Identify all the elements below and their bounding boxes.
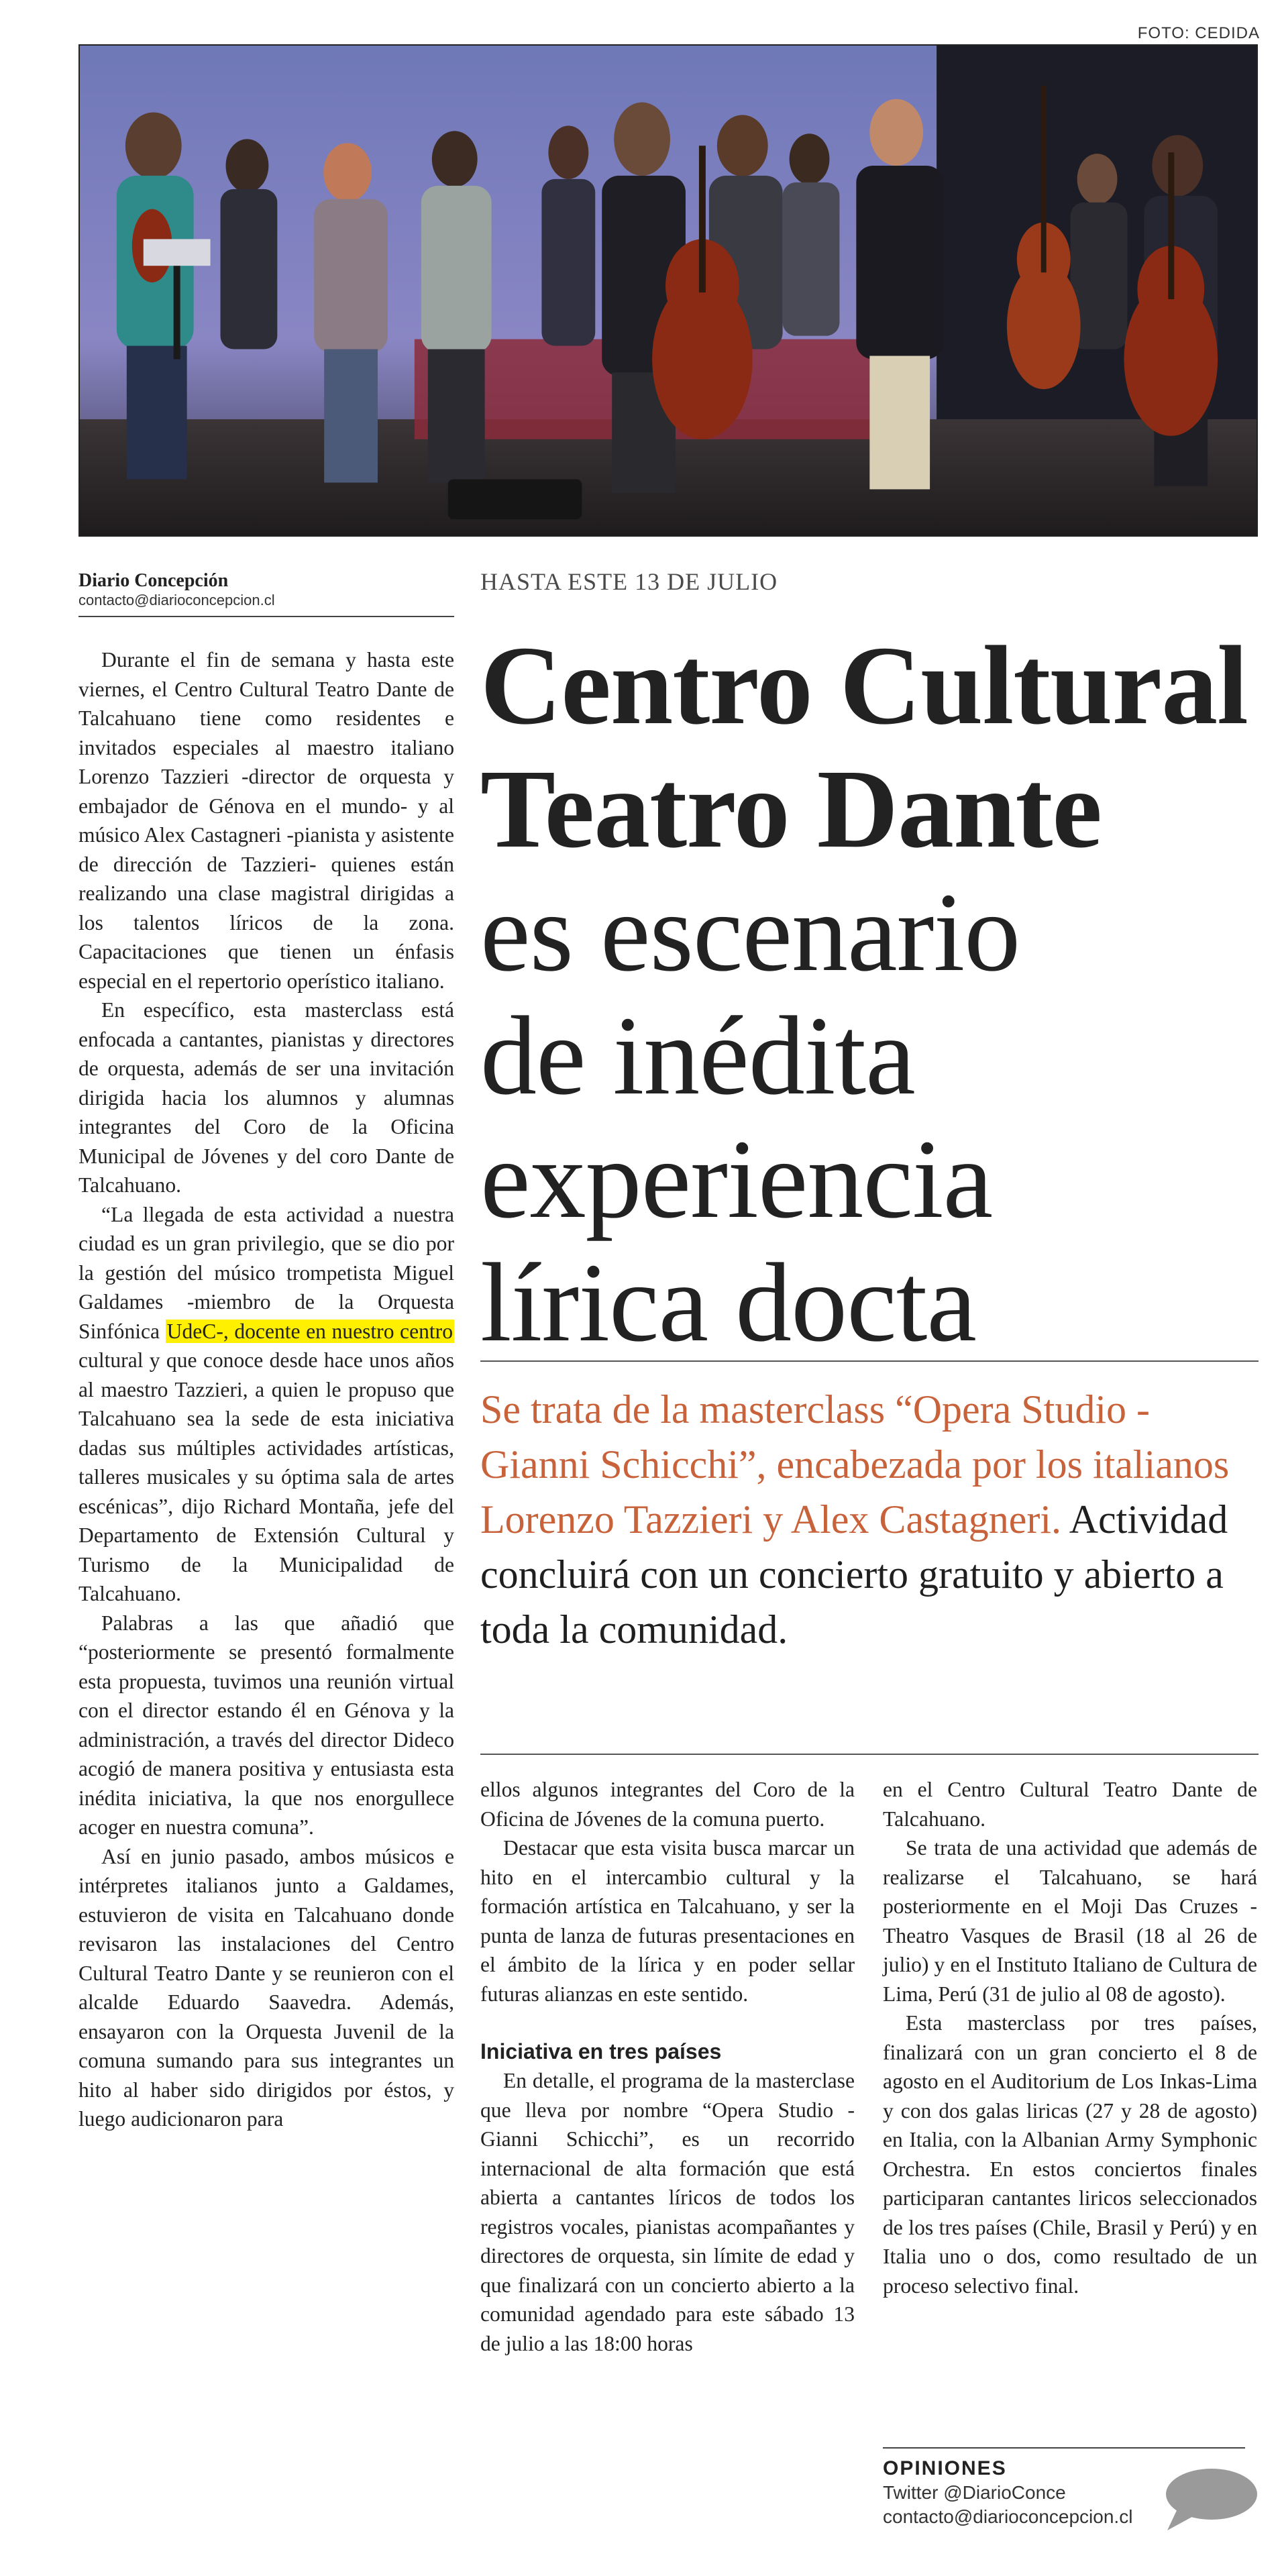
text-span: cultural y que conoce desde hace unos años al maestro Tazzieri, a quien le propuso que Talcahuano sea la sede de esta iniciativa dadas sus múltiples actividades artísticas, talleres musicales y su óptima sala de artes escénicas”, dijo Richard Montaña, jefe del Departamento de Extensión Cultural y Turismo de la Municipalidad de Talcahuano. [78,1348,454,1605]
paragraph: Se trata de una actividad que además de realizarse el Talcahuano, se hará posteriormente en el Moji Das Cruzes - Theatro Vasques de Brasil (18 al 26 de julio) y en el Instituto Italiano de Cultura de Lima, Perú (31 de julio al 08 de agosto). [883,1836,1257,2006]
paragraph: Durante el fin de semana y hasta este viernes, el Centro Cultural Teatro Dante de Talcahuano tiene como residentes e invitados especiales al maestro italiano Lorenzo Tazzieri -director de orquesta y embajador de Génova en el mundo- y al músico Alex Castagneri -pianista y asistente de dirección de Tazzieri- quienes están realizando una clase magistral dirigidas a los talentos líricos de la zona. Capacitaciones que tienen un énfasis especial en el repertorio operístico italiano. [78,648,454,993]
headline-line: Centro Cultural [480,623,1248,748]
text-span: “La llegada de esta actividad a nuestra ciudad es un gran privilegio, que se dio por la gestión del músico trompetista Miguel Galdames -miembro de la Orquesta Sinfónica [78,1202,454,1343]
paragraph: Destacar que esta visita busca marcar un hito en el intercambio cultural y la formación artística en Talcahuano, y ser la punta de lanza de futuras presentaciones en el ámbito de la lírica y en poder sellar futuras alianzas en este sentido. [480,1836,855,2006]
headline-line: Teatro Dante [480,747,1102,871]
paragraph: en el Centro Cultural Teatro Dante de Talcahuano. [883,1778,1257,1831]
subheading: Iniciativa en tres países [480,2039,722,2063]
middle-column [480,1775,855,2358]
paragraph: En detalle, el programa de la masterclase que lleva por nombre “Opera Studio - Gianni Schicchi”, es un recorrido internacional de alta formación que está abierta a cantantes líricos de todos los registros vocales, pianistas acompañantes y directores de orquesta, sin límite de edad y que finalizará con un concierto abierto a la comunidad agendado para este sábado 13 de julio a las 18:00 horas [480,2069,855,2355]
paragraph: En específico, esta masterclass está enfocada a cantantes, pianistas y directores de orquesta, además de ser una invitación dirigida hacia los alumnos y alumnas integrantes del Coro de la Oficina Municipal de Jóvenes y del coro Dante de Talcahuano. [78,998,454,1197]
byline-email[interactable]: contacto@diarioconcepcion.cl [78,592,454,617]
paragraph-quote [78,1200,454,1609]
photo-illustration [80,46,1257,535]
divider [480,1360,1259,1362]
left-column-text [78,645,454,2134]
headline [480,624,1265,1364]
right-column [883,1775,1257,2300]
paragraph: Así en junio pasado, ambos músicos e intérpretes italianos junto a Galdames, estuvieron de visita en Talcahuano donde revisaron las instalaciones del Centro Cultural Teatro Dante y se reunieron con el alcalde Eduardo Saavedra. Además, ensayaron con la Orquesta Juvenil de la comuna sumando para sus integrantes un hito al haber sido dirigidos por éstos, y luego audicionaron para [78,1844,454,2131]
paragraph: ellos algunos integrantes del Coro de la Oficina de Jóvenes de la comuna puerto. [480,1778,855,1831]
left-column [78,570,454,2134]
opiniones-title: OPINIONES [883,2457,1007,2479]
photo-credit: FOTO: CEDIDA [1137,24,1260,42]
article-photo [78,44,1258,537]
twitter-handle[interactable]: Twitter @DiarioConce [883,2482,1066,2503]
kicker: HASTA ESTE 13 DE JULIO [480,568,778,595]
byline-name: Diario Concepción [78,570,229,591]
paragraph: Palabras a las que añadió que “posteriormente se presentó formalmente esta propuesta, tuvimos una reunión virtual con el director estando él en Génova y la administración, a través del director Dideco acogió de manera positiva y entusiasta esta inédita iniciativa, la que nos enorgullece acoger en nuestra comuna”. [78,1611,454,1839]
opiniones-email[interactable]: contacto@diarioconcepcion.cl [883,2506,1133,2527]
headline-line: es escenario [480,870,1020,995]
divider [480,1754,1259,1755]
deck [480,1382,1252,1657]
highlighted-text: UdeC-, docente en nuestro centro [166,1319,453,1343]
speech-bubble-icon [1158,2466,1259,2533]
deck-accent: Se trata de la masterclass “Opera Studio - Gianni Schicchi”, encabezada por los italianos Lorenzo Tazzieri y Alex Castagneri. [480,1387,1230,1542]
headline-line: de inédita [480,994,915,1118]
headline-line: experiencia [480,1117,993,1242]
paragraph: Esta masterclass por tres países, finalizará con un gran concierto el 8 de agosto en el Auditorium de Los Inkas-Lima y con dos galas liricas (27 y 28 de agosto) en Italia, con la Albanian Army Symphonic Orchestra. En estos conciertos finales participaran cantantes liricos seleccionados de los tres países (Chile, Brasil y Perú) y en Italia uno o dos, como resultado de un proceso selectivo final. [883,2011,1257,2298]
deck-rest: Actividad concluirá con un concierto gratuito y abierto a toda la comunidad. [480,1497,1228,1652]
headline-line: lírica docta [480,1240,976,1365]
